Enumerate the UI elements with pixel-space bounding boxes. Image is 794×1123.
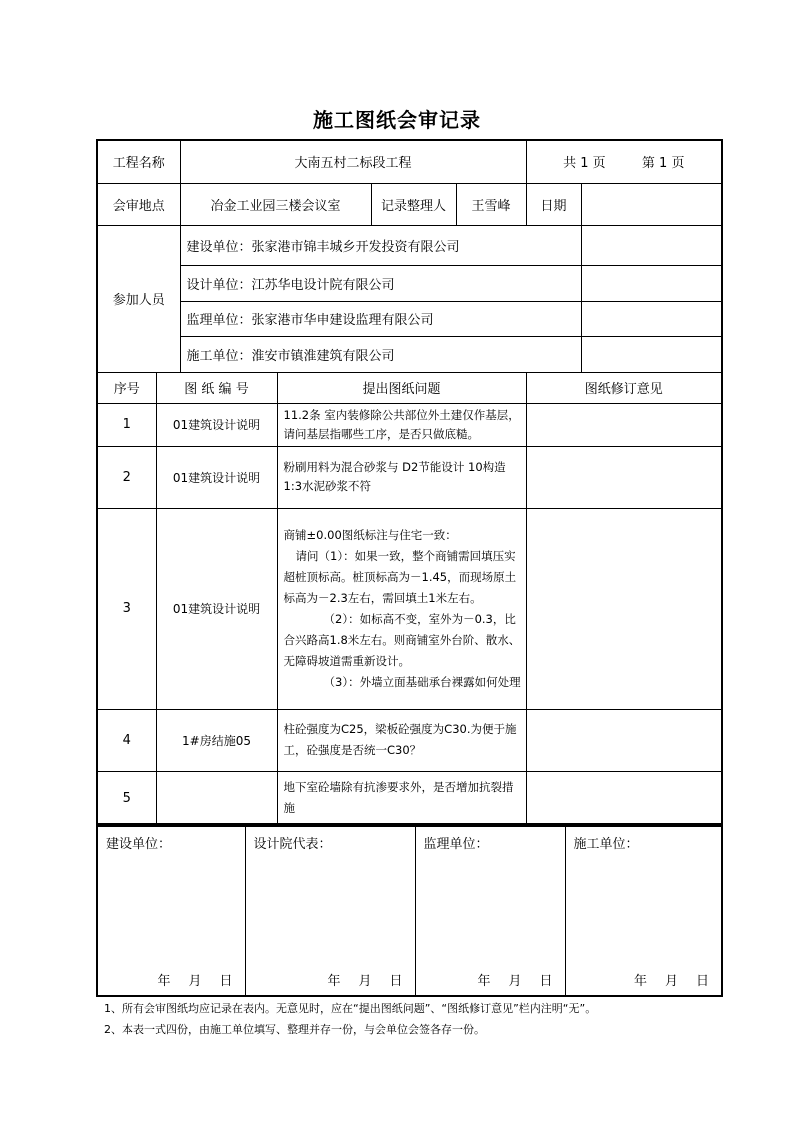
col-header-opinion: 图纸修订意见 <box>526 372 722 403</box>
row-drawing: 01建筑设计说明 <box>156 508 277 709</box>
signature-supervisor <box>415 824 565 996</box>
row-no: 4 <box>97 709 156 771</box>
row-opinion <box>526 709 722 771</box>
signature-date: 年 月 日 <box>477 974 555 989</box>
participant-designer: 设计单位：江苏华电设计院有限公司 <box>180 265 581 301</box>
row-drawing: 1#房结施05 <box>156 709 277 771</box>
row-issue: 地下室砼墙除有抗渗要求外，是否增加抗裂措 施 <box>277 771 526 826</box>
signature-date: 年 月 日 <box>157 974 235 989</box>
row-issue: 柱砼强度为C25，梁板砼强度为C30.为便于施 工，砼强度是否统一C30？ <box>277 709 526 771</box>
signature-client <box>97 824 245 996</box>
page-number: 第 1 页 <box>641 156 685 172</box>
meeting-place-value: 冶金工业园三楼会议室 <box>180 183 371 225</box>
signature-label: 监理单位： <box>423 837 489 852</box>
row-no: 2 <box>97 446 156 508</box>
table-row <box>97 446 722 508</box>
signature-contractor <box>565 824 722 996</box>
signature-date: 年 月 日 <box>327 974 405 989</box>
table-row <box>97 508 722 709</box>
signature-label: 建设单位： <box>106 837 172 852</box>
participant-supervisor: 监理单位：张家港市华申建设监理有限公司 <box>180 301 581 336</box>
page-title: 施工图纸会审记录 <box>313 108 481 132</box>
participant-client-extra <box>581 225 722 265</box>
row-drawing <box>156 771 277 826</box>
footnote: 2、本表一式四份，由施工单位填写、整理并存一份，与会单位会签各存一份。 <box>104 1023 485 1036</box>
recorder-label: 记录整理人 <box>371 183 456 225</box>
row-opinion <box>526 446 722 508</box>
row-no: 3 <box>97 508 156 709</box>
participants-label: 参加人员 <box>97 225 180 372</box>
row-opinion <box>526 403 722 446</box>
row-drawing: 01建筑设计说明 <box>156 446 277 508</box>
participant-contractor-extra <box>581 336 722 372</box>
signature-table <box>96 823 723 997</box>
meeting-place-label: 会审地点 <box>97 183 180 225</box>
row-issue: 粉刷用料为混合砂浆与 D2节能设计 10构造 1:3水泥砂浆不符 <box>277 446 526 508</box>
project-name-label: 工程名称 <box>97 140 180 183</box>
col-header-no: 序号 <box>97 372 156 403</box>
participant-designer-extra <box>581 265 722 301</box>
signature-designer <box>245 824 415 996</box>
participant-client: 建设单位：张家港市锦丰城乡开发投资有限公司 <box>180 225 581 265</box>
footnotes <box>104 998 596 1040</box>
row-issue: 11.2条 室内装修除公共部位外土建仅作基层， 请问基层指哪些工序，是否只做底糙。 <box>277 403 526 446</box>
date-label: 日期 <box>526 183 581 225</box>
total-pages: 共 1 页 <box>563 156 606 172</box>
signature-label: 设计院代表： <box>253 837 332 852</box>
row-opinion <box>526 771 722 826</box>
signature-label: 施工单位： <box>573 837 639 852</box>
signature-date: 年 月 日 <box>633 974 711 989</box>
col-header-issue: 提出图纸问题 <box>277 372 526 403</box>
row-no: 5 <box>97 771 156 826</box>
review-table <box>96 139 723 827</box>
row-no: 1 <box>97 403 156 446</box>
row-drawing: 01建筑设计说明 <box>156 403 277 446</box>
table-row <box>97 403 722 446</box>
participant-supervisor-extra <box>581 301 722 336</box>
footnote: 1、所有会审图纸均应记录在表内。无意见时，应在“提出图纸问题”、“图纸修订意见”栏内注明“无”。 <box>104 1002 597 1015</box>
page-count <box>526 140 722 183</box>
col-header-drawing: 图 纸 编 号 <box>156 372 277 403</box>
row-issue: 商铺±0.00图纸标注与住宅一致： 请问（1）：如果一致，整个商铺需回填压实 超桩顶标高。桩顶标高为－1.45，而现场原土 标高为－2.3左右，需回填土1米左右。 （2）：如标高不变，室外为－0.3，比 合兴路高1.8米左右。则商铺室外台阶、散水、 无障碍坡道需重新设计。 （3）：外墙立面基础承台裸露如何处理 <box>277 508 526 709</box>
date-value <box>581 183 722 225</box>
row-opinion <box>526 508 722 709</box>
table-row <box>97 709 722 771</box>
project-name-value: 大南五村二标段工程 <box>180 140 526 183</box>
participant-contractor: 施工单位：淮安市镇淮建筑有限公司 <box>180 336 581 372</box>
table-row <box>97 771 722 826</box>
recorder-value: 王雪峰 <box>456 183 526 225</box>
